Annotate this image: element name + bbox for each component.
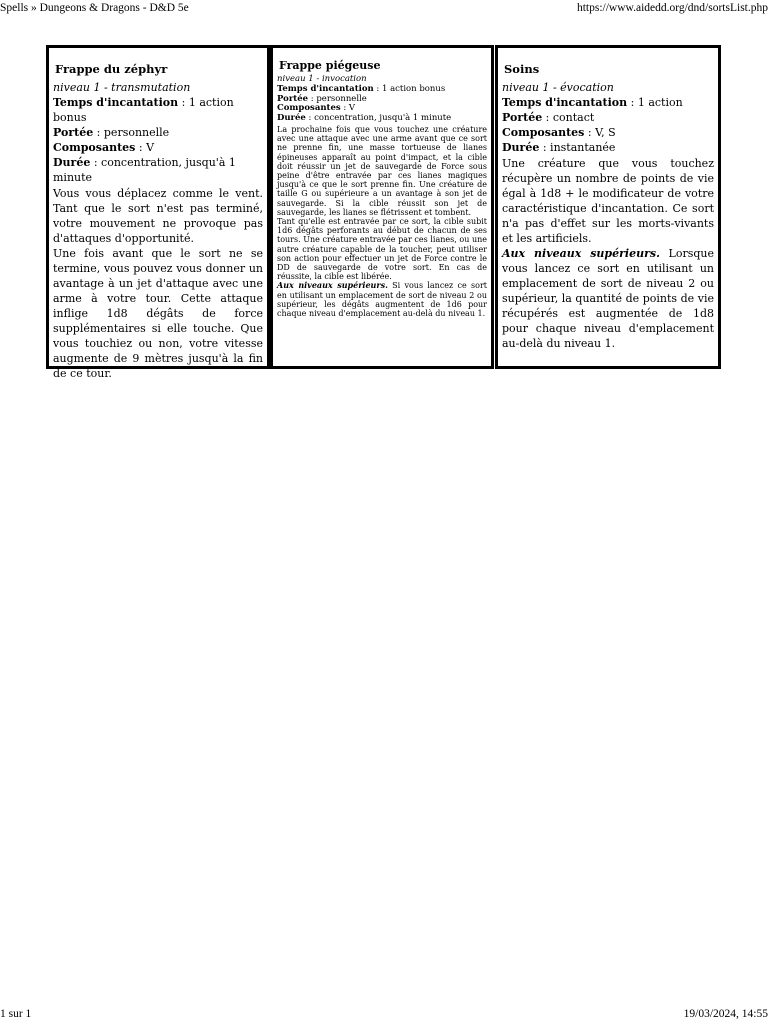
duration-row: Durée : concentration, jusqu'à 1 minute bbox=[53, 156, 236, 184]
casting-time-row: Temps d'incantation : 1 action bonus bbox=[53, 96, 234, 124]
spell-description bbox=[53, 186, 263, 381]
spell-card bbox=[270, 45, 494, 369]
duration-value: concentration, jusqu'à 1 minute bbox=[314, 112, 452, 123]
components-row: Composantes : V, S bbox=[502, 126, 616, 139]
range-label: Portée bbox=[502, 111, 543, 124]
spell-description bbox=[277, 125, 487, 318]
casting-time-row: Temps d'incantation : 1 action bbox=[502, 96, 683, 109]
higher-levels-label: Aux niveaux supérieurs. bbox=[277, 280, 388, 291]
page-header-title: Spells » Dungeons & Dragons - D&D 5e bbox=[0, 2, 189, 14]
duration-label: Durée bbox=[502, 141, 540, 154]
casting-time-row: Temps d'incantation : 1 action bonus bbox=[277, 84, 446, 94]
range-row: Portée : personnelle bbox=[277, 93, 367, 104]
higher-levels-text: Lorsque vous lancez ce sort en utilisant un emplacement de sort de niveau 2 ou supérieur, la quantité de points de vie récupérés est augmentée de 1d8 pour chaque niveau d'emplacement au-delà du niveau 1. bbox=[502, 247, 715, 350]
components-row: Composantes : V bbox=[277, 103, 356, 113]
page-header-url[interactable]: https://www.aidedd.org/dnd/sortsList.php bbox=[576, 2, 768, 14]
description-paragraph: Vous vous déplacez comme le vent. Tant que le sort n'est pas terminé, votre mouvement ne provoque pas d'attaques d'opportunité. bbox=[53, 187, 263, 245]
range-value: personnelle bbox=[316, 93, 367, 104]
casting-time-value: 1 action bonus bbox=[381, 84, 446, 94]
duration-label: Durée bbox=[277, 112, 306, 123]
spell-level: niveau 1 - invocation bbox=[277, 74, 367, 84]
spell-cards bbox=[46, 45, 721, 380]
higher-levels-paragraph bbox=[277, 281, 487, 318]
casting-time-value: 1 action bbox=[637, 96, 683, 109]
range-row: Portée : contact bbox=[502, 111, 595, 124]
spell-description bbox=[502, 156, 714, 351]
description-paragraph: Une créature que vous touchez récupère un nombre de points de vie égal à 1d8 + le modificateur de votre caractéristique d'incantation. Ce sort n'a pas d'effet sur les morts-vivants et les artificiels. bbox=[502, 157, 714, 245]
higher-levels-text: Si vous lancez ce sort en utilisant un emplacement de sort de niveau 2 ou supérieur, les dégâts augmentent de 1d6 pour chaque niveau d'emplacement au-delà du niveau 1. bbox=[277, 281, 487, 319]
spell-name: Frappe du zéphyr bbox=[55, 62, 168, 76]
components-label: Composantes bbox=[502, 126, 585, 139]
higher-levels-label: Aux niveaux supérieurs. bbox=[502, 247, 660, 260]
duration-row: Durée : instantanée bbox=[502, 141, 616, 154]
casting-time-label: Temps d'incantation bbox=[502, 96, 628, 109]
range-label: Portée bbox=[53, 126, 94, 139]
components-row: Composantes : V bbox=[53, 141, 155, 154]
description-paragraph: La prochaine fois que vous touchez une créature avec une attaque avec une arme avant que ce sort ne prenne fin, une masse tortueuse de lianes épineuses apparaît au point d'impact, et la cible doit réussir un jet de sauvegarde de Force sous peine d'être entravée par ces lianes magiques jusqu'à ce que le sort prenne fin. Une créature de taille G ou supérieure a un avantage à son jet de sauvegarde. Si la cible réussit son jet de sauvegarde, les lianes se flétrissent et tombent. bbox=[277, 125, 487, 217]
components-value: V bbox=[348, 103, 356, 113]
spell-level: niveau 1 - évocation bbox=[502, 81, 614, 94]
description-paragraph: Une fois avant que le sort ne se termine, vous pouvez vous donner un avantage à un jet d'attaque avec une arme à votre tour. Cette attaque inflige 1d8 dégâts de force supplémentaires si elle touche. Que vous touchiez ou non, votre vitesse augmente de 9 mètres jusqu'à la fin de ce tour. bbox=[53, 247, 263, 380]
range-value: contact bbox=[552, 111, 595, 124]
range-row: Portée : personnelle bbox=[53, 126, 170, 139]
spell-name: Frappe piégeuse bbox=[279, 59, 381, 72]
spell-card bbox=[495, 45, 721, 369]
components-label: Composantes bbox=[53, 141, 136, 154]
components-value: V bbox=[146, 141, 155, 154]
range-value: personnelle bbox=[103, 126, 170, 139]
description-paragraph: Tant qu'elle est entravée par ce sort, la cible subit 1d6 dégâts perforants au début de chacun de ses tours. Une créature entravée par ces lianes, ou une autre créature capable de la toucher, peut utiliser son action pour effectuer un jet de Force contre le DD de sauvegarde de votre sort. En cas de réussite, la cible est libérée. bbox=[277, 217, 487, 282]
higher-levels-paragraph bbox=[502, 246, 714, 351]
components-label: Composantes bbox=[277, 103, 341, 113]
range-label: Portée bbox=[277, 93, 309, 104]
casting-time-label: Temps d'incantation bbox=[277, 84, 374, 94]
page-number: 1 sur 1 bbox=[0, 1008, 32, 1020]
spell-card bbox=[46, 45, 270, 380]
duration-row: Durée : concentration, jusqu'à 1 minute bbox=[277, 112, 452, 123]
duration-value: concentration, jusqu'à 1 minute bbox=[53, 156, 236, 184]
casting-time-label: Temps d'incantation bbox=[53, 96, 179, 109]
duration-label: Durée bbox=[53, 156, 91, 169]
duration-value: instantanée bbox=[550, 141, 616, 154]
casting-time-value: 1 action bonus bbox=[53, 96, 234, 124]
print-timestamp: 19/03/2024, 14:55 bbox=[683, 1008, 768, 1020]
components-value: V, S bbox=[595, 126, 616, 139]
spell-level: niveau 1 - transmutation bbox=[53, 81, 191, 94]
spell-name: Soins bbox=[504, 62, 540, 76]
